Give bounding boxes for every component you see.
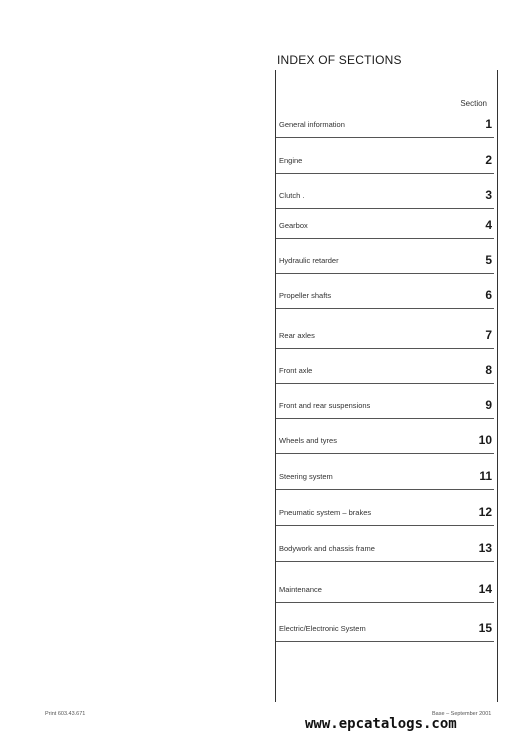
section-row[interactable] (276, 419, 494, 454)
section-number: 9 (485, 398, 492, 412)
section-row[interactable] (276, 274, 494, 309)
section-label: Electric/Electronic System (279, 624, 366, 633)
section-label: Maintenance (279, 585, 322, 594)
section-row[interactable] (276, 384, 494, 419)
section-label: Steering system (279, 472, 333, 481)
section-row[interactable] (276, 454, 494, 490)
section-number: 3 (485, 188, 492, 202)
section-label: Gearbox (279, 221, 308, 230)
section-label: Rear axles (279, 331, 315, 340)
section-row[interactable] (276, 174, 494, 209)
print-reference: Print 603.43.671 (45, 711, 86, 717)
section-number: 6 (485, 288, 492, 302)
section-row[interactable] (276, 110, 494, 138)
section-number: 2 (485, 153, 492, 167)
section-row[interactable] (276, 490, 494, 526)
section-label: General information (279, 120, 345, 129)
watermark-url: www.epcatalogs.com (305, 716, 457, 732)
section-row[interactable] (276, 349, 494, 384)
section-label: Front and rear suspensions (279, 401, 371, 410)
section-label: Propeller shafts (279, 291, 332, 300)
section-label: Engine (279, 156, 303, 165)
page-title: INDEX OF SECTIONS (277, 53, 402, 67)
section-number: 8 (485, 363, 492, 377)
edition-date: Base – September 2001 (432, 711, 492, 717)
section-number: 10 (478, 433, 492, 447)
section-row[interactable] (276, 209, 494, 239)
section-number: 15 (478, 621, 492, 635)
section-row[interactable] (276, 526, 494, 562)
section-number: 7 (485, 328, 492, 342)
section-number: 5 (485, 253, 492, 267)
section-label: Hydraulic retarder (279, 256, 339, 265)
section-label: Front axle (279, 366, 313, 375)
section-row[interactable] (276, 562, 494, 603)
section-number: 13 (478, 541, 492, 555)
section-label: Wheels and tyres (279, 436, 337, 445)
section-number: 11 (479, 469, 492, 483)
section-label: Clutch . (279, 191, 305, 200)
section-label: Bodywork and chassis frame (279, 544, 375, 553)
section-row[interactable] (276, 603, 494, 642)
section-label: Pneumatic system – brakes (279, 508, 372, 517)
section-column-header: Section (460, 99, 487, 108)
right-rule (497, 70, 498, 702)
section-row[interactable] (276, 309, 494, 349)
section-number: 4 (485, 218, 492, 232)
section-row[interactable] (276, 138, 494, 174)
section-row[interactable] (276, 239, 494, 274)
section-number: 12 (478, 505, 492, 519)
section-number: 1 (485, 117, 492, 131)
section-number: 14 (478, 582, 492, 596)
